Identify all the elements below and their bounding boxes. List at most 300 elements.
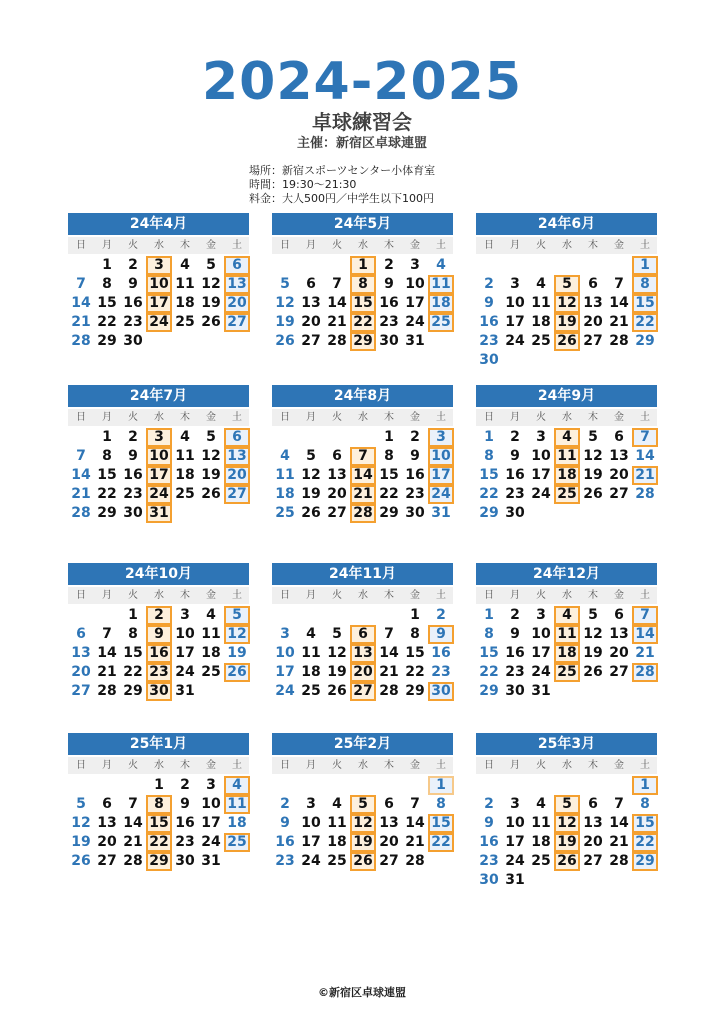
empty-cell (272, 606, 298, 625)
practice-day: 23 (146, 663, 172, 682)
month-header: 25年3月 (476, 733, 657, 755)
calendar-day: 14 (123, 815, 143, 831)
month-header: 24年9月 (476, 385, 657, 407)
practice-day: 5 (224, 606, 250, 625)
weekday-label: 月 (510, 240, 520, 251)
day-grid (476, 776, 657, 890)
calendar-day: 18 (531, 314, 551, 330)
calendar-day: 5 (206, 429, 216, 445)
practice-day: 17 (146, 294, 172, 313)
calendar-day: 13 (71, 645, 91, 661)
weekday-label: 水 (154, 760, 164, 771)
calendar-day: 8 (436, 796, 446, 812)
calendar-day: 11 (531, 295, 551, 311)
practice-day: 1 (428, 776, 454, 795)
weekday-label: 火 (536, 240, 546, 251)
empty-cell (350, 776, 376, 795)
practice-day: 22 (632, 833, 658, 852)
practice-day: 11 (428, 275, 454, 294)
practice-day: 27 (350, 682, 376, 701)
calendar-day: 2 (384, 257, 394, 273)
practice-day: 6 (224, 256, 250, 275)
calendar-day: 10 (301, 815, 321, 831)
practice-day: 27 (224, 485, 250, 504)
calendar-day: 22 (479, 664, 499, 680)
calendar-day: 23 (405, 486, 425, 502)
weekday-label: 水 (562, 760, 572, 771)
empty-cell (376, 776, 402, 795)
practice-day: 15 (632, 814, 658, 833)
calendar-day: 1 (128, 607, 138, 623)
practice-day: 29 (350, 332, 376, 351)
practice-day: 20 (224, 294, 250, 313)
month-calendar (476, 213, 657, 370)
calendar-day: 19 (275, 314, 295, 330)
calendar-day: 15 (379, 467, 399, 483)
calendar-day: 27 (71, 683, 91, 699)
weekday-label: 水 (154, 240, 164, 251)
calendar-day: 19 (227, 645, 247, 661)
weekday-row (272, 237, 453, 254)
empty-cell (580, 776, 606, 795)
calendar-day: 9 (510, 626, 520, 642)
calendar-day: 23 (175, 834, 195, 850)
weekday-label: 月 (102, 240, 112, 251)
practice-day: 10 (146, 275, 172, 294)
calendar-day: 11 (327, 815, 347, 831)
weekday-label: 木 (180, 412, 190, 423)
weekday-label: 火 (536, 760, 546, 771)
calendar-day: 19 (327, 664, 347, 680)
calendar-day: 4 (180, 257, 190, 273)
empty-cell (298, 776, 324, 795)
weekday-label: 火 (332, 412, 342, 423)
calendar-day: 16 (505, 467, 525, 483)
calendar-day: 29 (97, 505, 117, 521)
calendar-day: 2 (436, 607, 446, 623)
calendar-day: 25 (175, 314, 195, 330)
calendar-day: 23 (379, 314, 399, 330)
calendar-day: 23 (123, 314, 143, 330)
practice-day: 25 (554, 663, 580, 682)
calendar-day: 30 (505, 505, 525, 521)
calendar-day: 18 (301, 664, 321, 680)
calendar-day: 26 (583, 664, 603, 680)
weekday-label: 木 (384, 590, 394, 601)
calendar-day: 21 (405, 834, 425, 850)
calendar-day: 16 (479, 834, 499, 850)
calendar-day: 26 (71, 853, 91, 869)
weekday-row (68, 757, 249, 774)
calendar-day: 25 (531, 333, 551, 349)
calendar-day: 25 (275, 505, 295, 521)
calendar-day: 17 (175, 645, 195, 661)
calendar-day: 14 (97, 645, 117, 661)
practice-day: 1 (350, 256, 376, 275)
calendar-day: 24 (531, 664, 551, 680)
calendar-day: 16 (175, 815, 195, 831)
empty-cell (554, 256, 580, 275)
calendar-day: 20 (609, 645, 629, 661)
weekday-row (68, 409, 249, 426)
weekday-label: 土 (436, 240, 446, 251)
calendar-day: 23 (275, 853, 295, 869)
empty-cell (502, 256, 528, 275)
weekday-label: 土 (640, 240, 650, 251)
month-calendar (476, 385, 657, 523)
calendar-day: 23 (505, 664, 525, 680)
weekday-row (272, 409, 453, 426)
calendar-day: 28 (71, 505, 91, 521)
calendar-day: 30 (479, 352, 499, 368)
weekday-label: 火 (332, 760, 342, 771)
weekday-label: 金 (206, 760, 216, 771)
weekday-label: 火 (128, 240, 138, 251)
calendar-day: 30 (175, 853, 195, 869)
calendar-day: 30 (505, 683, 525, 699)
practice-day: 19 (554, 833, 580, 852)
event-info (249, 164, 435, 206)
practice-day: 17 (146, 466, 172, 485)
practice-day: 17 (428, 466, 454, 485)
calendar-day: 29 (479, 683, 499, 699)
calendar-day: 19 (201, 467, 221, 483)
empty-cell (580, 256, 606, 275)
practice-day: 22 (632, 313, 658, 332)
calendar-day: 9 (384, 276, 394, 292)
calendar-day: 5 (332, 626, 342, 642)
calendar-day: 3 (536, 429, 546, 445)
practice-day: 28 (350, 504, 376, 523)
calendar-day: 19 (201, 295, 221, 311)
calendar-day: 4 (332, 796, 342, 812)
weekday-label: 日 (280, 412, 290, 423)
calendar-day: 16 (275, 834, 295, 850)
calendar-day: 1 (102, 429, 112, 445)
calendar-day: 30 (405, 505, 425, 521)
calendar-day: 14 (327, 295, 347, 311)
calendar-day: 10 (175, 626, 195, 642)
weekday-label: 金 (410, 240, 420, 251)
practice-day: 4 (554, 606, 580, 625)
calendar-day: 28 (609, 333, 629, 349)
practice-day: 24 (146, 313, 172, 332)
empty-cell (94, 606, 120, 625)
calendar-day: 12 (275, 295, 295, 311)
month-calendar (272, 563, 453, 701)
calendar-day: 25 (531, 853, 551, 869)
weekday-row (272, 757, 453, 774)
weekday-row (476, 237, 657, 254)
calendar-day: 20 (379, 834, 399, 850)
practice-day: 26 (224, 663, 250, 682)
practice-day: 18 (554, 644, 580, 663)
weekday-label: 日 (76, 412, 86, 423)
weekday-label: 月 (510, 590, 520, 601)
practice-day: 19 (554, 313, 580, 332)
calendar-day: 27 (609, 664, 629, 680)
calendar-day: 2 (510, 429, 520, 445)
practice-day: 27 (224, 313, 250, 332)
calendar-day: 3 (180, 607, 190, 623)
weekday-label: 木 (384, 760, 394, 771)
weekday-label: 日 (484, 240, 494, 251)
calendar-day: 8 (640, 796, 650, 812)
weekday-label: 水 (358, 590, 368, 601)
calendar-day: 28 (379, 683, 399, 699)
weekday-label: 水 (154, 590, 164, 601)
calendar-day: 27 (583, 333, 603, 349)
calendar-day: 3 (410, 257, 420, 273)
calendar-day: 9 (128, 276, 138, 292)
calendar-day: 24 (405, 314, 425, 330)
weekday-label: 月 (510, 760, 520, 771)
calendar-day: 21 (123, 834, 143, 850)
calendar-day: 10 (201, 796, 221, 812)
calendar-day: 25 (175, 486, 195, 502)
weekday-label: 土 (436, 412, 446, 423)
calendar-day: 21 (97, 664, 117, 680)
practice-day: 30 (428, 682, 454, 701)
weekday-label: 日 (280, 590, 290, 601)
calendar-day: 7 (410, 796, 420, 812)
practice-day: 25 (554, 485, 580, 504)
weekday-label: 日 (280, 760, 290, 771)
calendar-day: 20 (583, 834, 603, 850)
practice-day: 1 (632, 776, 658, 795)
calendar-day: 29 (379, 505, 399, 521)
calendar-day: 21 (71, 314, 91, 330)
calendar-day: 20 (609, 467, 629, 483)
calendar-day: 26 (301, 505, 321, 521)
calendar-day: 23 (123, 486, 143, 502)
calendar-day: 27 (609, 486, 629, 502)
practice-day: 21 (350, 485, 376, 504)
empty-cell (476, 776, 502, 795)
calendar-day: 21 (635, 645, 655, 661)
calendar-day: 11 (275, 467, 295, 483)
month-header: 24年11月 (272, 563, 453, 585)
weekday-label: 水 (562, 412, 572, 423)
calendar-day: 16 (379, 295, 399, 311)
calendar-day: 7 (102, 626, 112, 642)
day-grid (68, 776, 249, 871)
practice-day: 8 (146, 795, 172, 814)
practice-day: 20 (350, 663, 376, 682)
month-header: 24年6月 (476, 213, 657, 235)
calendar-day: 6 (384, 796, 394, 812)
calendar-day: 6 (76, 626, 86, 642)
month-header: 24年8月 (272, 385, 453, 407)
weekday-label: 木 (588, 240, 598, 251)
day-grid (272, 606, 453, 701)
practice-day: 16 (146, 644, 172, 663)
practice-day: 9 (146, 625, 172, 644)
empty-cell (272, 256, 298, 275)
calendar-day: 17 (275, 664, 295, 680)
practice-day: 22 (146, 833, 172, 852)
calendar-day: 24 (531, 486, 551, 502)
calendar-day: 29 (479, 505, 499, 521)
practice-day: 15 (428, 814, 454, 833)
calendar-day: 5 (306, 448, 316, 464)
practice-day: 5 (554, 275, 580, 294)
calendar-day: 12 (583, 626, 603, 642)
practice-day: 11 (554, 625, 580, 644)
calendar-day: 6 (332, 448, 342, 464)
calendar-day: 13 (609, 626, 629, 642)
calendar-day: 22 (97, 486, 117, 502)
calendar-day: 23 (505, 486, 525, 502)
weekday-label: 金 (206, 240, 216, 251)
calendar-day: 2 (128, 429, 138, 445)
calendar-day: 19 (583, 645, 603, 661)
calendar-day: 17 (505, 834, 525, 850)
calendar-day: 14 (609, 815, 629, 831)
weekday-label: 水 (562, 240, 572, 251)
practice-day: 28 (632, 663, 658, 682)
weekday-label: 金 (206, 412, 216, 423)
calendar-day: 1 (484, 607, 494, 623)
practice-day: 26 (554, 332, 580, 351)
calendar-day: 8 (384, 448, 394, 464)
practice-day: 13 (224, 447, 250, 466)
practice-day: 14 (350, 466, 376, 485)
calendar-day: 16 (479, 314, 499, 330)
weekday-label: 土 (640, 760, 650, 771)
calendar-day: 19 (301, 486, 321, 502)
calendar-day: 5 (280, 276, 290, 292)
calendar-day: 28 (405, 853, 425, 869)
calendar-day: 19 (583, 467, 603, 483)
calendar-day: 6 (614, 429, 624, 445)
weekday-label: 木 (384, 412, 394, 423)
calendar-day: 7 (614, 796, 624, 812)
month-header: 24年5月 (272, 213, 453, 235)
calendar-day: 5 (588, 429, 598, 445)
calendar-day: 7 (384, 626, 394, 642)
calendar-day: 25 (301, 683, 321, 699)
weekday-row (476, 587, 657, 604)
calendar-day: 2 (128, 257, 138, 273)
weekday-label: 水 (562, 590, 572, 601)
weekday-label: 日 (484, 760, 494, 771)
weekday-label: 火 (332, 590, 342, 601)
calendar-day: 31 (431, 505, 451, 521)
calendar-day: 27 (327, 505, 347, 521)
practice-day: 5 (554, 795, 580, 814)
empty-cell (272, 428, 298, 447)
calendar-day: 27 (301, 333, 321, 349)
weekday-label: 月 (306, 590, 316, 601)
calendar-day: 15 (123, 645, 143, 661)
calendar-day: 12 (583, 448, 603, 464)
calendar-day: 12 (71, 815, 91, 831)
day-grid (272, 256, 453, 351)
calendar-day: 16 (405, 467, 425, 483)
practice-day: 15 (146, 814, 172, 833)
calendar-day: 8 (102, 448, 112, 464)
practice-day: 5 (350, 795, 376, 814)
calendar-day: 26 (201, 486, 221, 502)
practice-day: 24 (146, 485, 172, 504)
calendar-day: 31 (175, 683, 195, 699)
calendar-day: 11 (531, 815, 551, 831)
calendar-day: 21 (609, 834, 629, 850)
calendar-day: 10 (531, 448, 551, 464)
empty-cell (68, 606, 94, 625)
calendar-day: 21 (327, 314, 347, 330)
weekday-label: 水 (154, 412, 164, 423)
calendar-day: 5 (588, 607, 598, 623)
weekday-label: 金 (206, 590, 216, 601)
calendar-day: 16 (505, 645, 525, 661)
weekday-label: 月 (102, 412, 112, 423)
weekday-label: 月 (306, 412, 316, 423)
calendar-day: 18 (201, 645, 221, 661)
weekday-label: 土 (232, 412, 242, 423)
calendar-day: 31 (405, 333, 425, 349)
day-grid (68, 256, 249, 351)
calendar-day: 30 (123, 505, 143, 521)
calendar-day: 2 (484, 796, 494, 812)
calendar-day: 30 (123, 333, 143, 349)
calendar-day: 19 (71, 834, 91, 850)
calendar-day: 1 (154, 777, 164, 793)
calendar-day: 3 (280, 626, 290, 642)
month-calendar (476, 733, 657, 890)
calendar-day: 12 (301, 467, 321, 483)
weekday-label: 木 (588, 760, 598, 771)
calendar-day: 5 (76, 796, 86, 812)
calendar-day: 27 (97, 853, 117, 869)
practice-day: 25 (428, 313, 454, 332)
practice-day: 24 (428, 485, 454, 504)
weekday-label: 火 (536, 590, 546, 601)
practice-day: 29 (146, 852, 172, 871)
calendar-day: 17 (531, 467, 551, 483)
weekday-row (68, 587, 249, 604)
calendar-day: 8 (484, 448, 494, 464)
calendar-day: 13 (609, 448, 629, 464)
calendar-day: 15 (97, 467, 117, 483)
empty-cell (324, 256, 350, 275)
calendar-day: 29 (635, 333, 655, 349)
weekday-label: 金 (614, 240, 624, 251)
calendar-day: 4 (536, 276, 546, 292)
calendar-day: 10 (505, 295, 525, 311)
calendar-day: 20 (97, 834, 117, 850)
fee-line: 料金：大人500円／中学生以下100円 (249, 192, 434, 205)
time-line: 時間：19:30～21:30 (249, 178, 357, 191)
calendar-day: 6 (588, 276, 598, 292)
calendar-day: 8 (128, 626, 138, 642)
practice-day: 26 (350, 852, 376, 871)
calendar-day: 4 (280, 448, 290, 464)
practice-day: 12 (554, 814, 580, 833)
empty-cell (350, 428, 376, 447)
calendar-day: 29 (97, 333, 117, 349)
calendar-day: 15 (479, 467, 499, 483)
calendar-day: 9 (510, 448, 520, 464)
weekday-row (476, 757, 657, 774)
practice-day: 10 (146, 447, 172, 466)
practice-day: 3 (428, 428, 454, 447)
practice-day: 15 (350, 294, 376, 313)
calendar-day: 2 (280, 796, 290, 812)
weekday-label: 木 (588, 590, 598, 601)
empty-cell (298, 428, 324, 447)
